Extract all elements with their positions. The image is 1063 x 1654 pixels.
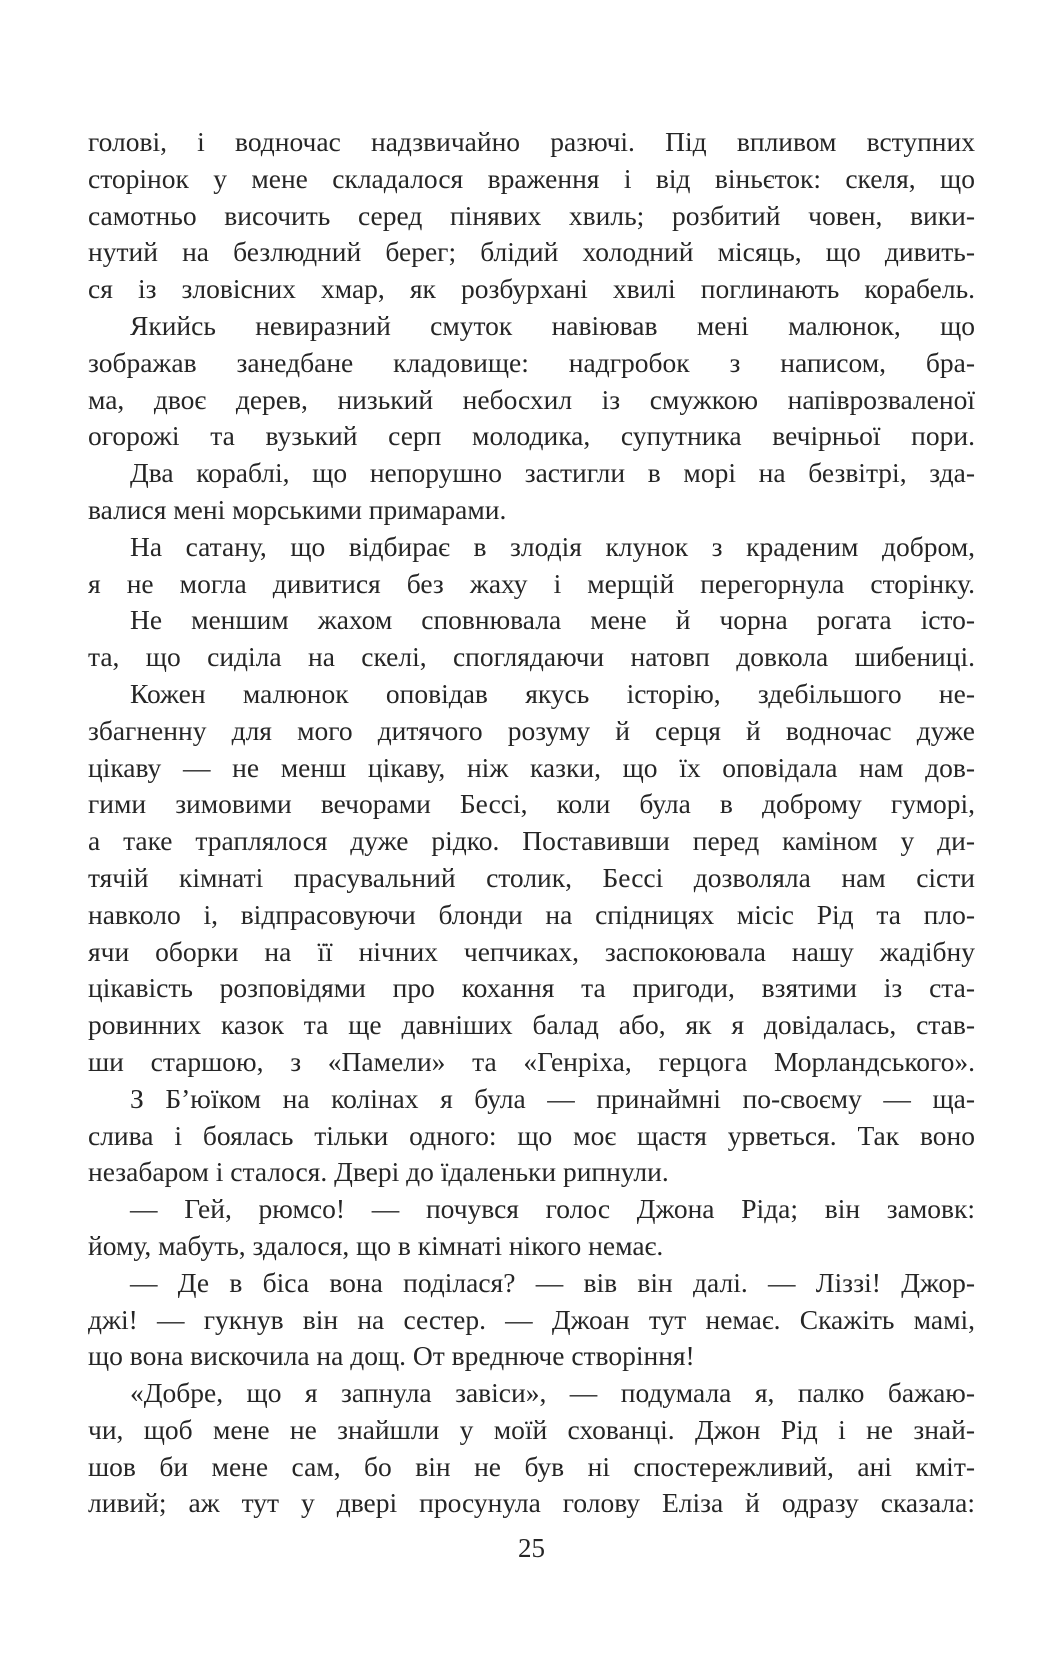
text-line: я не могла дивитися без жаху і мерщій перегорнула сторінку. xyxy=(88,567,975,599)
text-line: цікавість розповідями про кохання та пригоди, взятими із ста- xyxy=(88,972,975,1004)
text-line: голові, і водночас надзвичайно разючі. Під впливом вступних xyxy=(88,126,975,157)
text-line: сторінок у мене складалося враження і від віньєток: скеля, що xyxy=(88,162,975,194)
text-line: нутий на безлюдний берег; блідий холодний місяць, що дивить- xyxy=(88,236,975,268)
text-line: Кожен малюнок оповідав якусь історію, здебільшого не- xyxy=(130,677,975,709)
text-line: ши старшою, з «Памели» та «Генріха, герцога Морландського». xyxy=(88,1045,975,1077)
text-line: зображав занедбане кладовище: надгробок з написом, бра- xyxy=(88,346,975,378)
text-line: Два кораблі, що непорушно застигли в морі на безвітрі, зда- xyxy=(130,457,975,489)
text-line: джі! — гукнув він на сестер. — Джоан тут немає. Скажіть мамі, xyxy=(88,1303,975,1335)
text-line: — Гей, рюмсо! — почувся голос Джона Ріда; він замовк: xyxy=(130,1193,975,1225)
text-line: валися мені морськими примарами. xyxy=(88,493,507,525)
text-line: а таке траплялося дуже рідко. Поставивши перед каміном у ди- xyxy=(88,825,975,857)
text-line: незабаром і сталося. Двері до їдаленьки рипнули. xyxy=(88,1156,669,1188)
text-line: — Де в біса вона поділася? — вів він далі. — Ліззі! Джор- xyxy=(130,1266,975,1298)
body-text xyxy=(88,124,975,1522)
text-line: ровинних казок та ще давніших балад або, як я довідалась, став- xyxy=(88,1009,975,1041)
text-line: чи, щоб мене не знайшли у моїй схованці. Джон Рід і не знай- xyxy=(88,1413,975,1445)
text-line: навколо і, відпрасовуючи блонди на спідницях місіс Рід та пло- xyxy=(88,898,975,930)
text-line: йому, мабуть, здалося, що в кімнаті нікого немає. xyxy=(88,1229,664,1261)
text-line: Не меншим жахом сповнювала мене й чорна рогата істо- xyxy=(130,604,975,636)
text-line: самотньо височить серед пінявих хвиль; розбитий човен, вики- xyxy=(88,199,975,231)
text-line: ливий; аж тут у двері просунула голову Еліза й одразу сказала: xyxy=(88,1487,975,1519)
text-line: шов би мене сам, бо він не був ні спостережливий, ані кміт- xyxy=(88,1450,975,1482)
book-page xyxy=(88,0,975,1654)
text-line: ма, двоє дерев, низький небосхил із смужкою напіврозваленої xyxy=(88,383,975,415)
text-line: що вона вискочила на дощ. От вреднюче створіння! xyxy=(88,1340,695,1372)
text-line: «Добре, що я запнула завіси», — подумала я, палко бажаю- xyxy=(130,1377,975,1409)
text-line: ся із зловісних хмар, як розбурхані хвилі поглинають корабель. xyxy=(88,273,975,305)
text-line: цікаву — не менш цікаву, ніж казки, що їх оповідала нам дов- xyxy=(88,751,975,783)
text-line: огорожі та вузький серп молодика, супутника вечірньої пори. xyxy=(88,420,975,452)
text-line: збагненну для мого дитячого розуму й серця й водночас дуже xyxy=(88,714,975,746)
text-line: ячи оборки на її нічних чепчиках, заспокоювала нашу жадібну xyxy=(88,935,975,967)
text-line: гими зимовими вечорами Бессі, коли була в доброму гуморі, xyxy=(88,788,975,820)
text-line: З Б’юїком на колінах я була — принаймні по-своєму — ща- xyxy=(130,1082,975,1114)
text-line: На сатану, що відбирає в злодія клунок з краденим добром, xyxy=(130,530,975,562)
text-line: тячій кімнаті прасувальний столик, Бессі дозволяла нам сісти xyxy=(88,861,975,893)
text-line: слива і боялась тільки одного: що моє щастя урветься. Так воно xyxy=(88,1119,975,1151)
text-line: Якийсь невиразний смуток навіював мені малюнок, що xyxy=(130,309,975,341)
page-number: 25 xyxy=(518,1533,545,1563)
text-line: та, що сиділа на скелі, споглядаючи натовп довкола шибениці. xyxy=(88,641,975,673)
